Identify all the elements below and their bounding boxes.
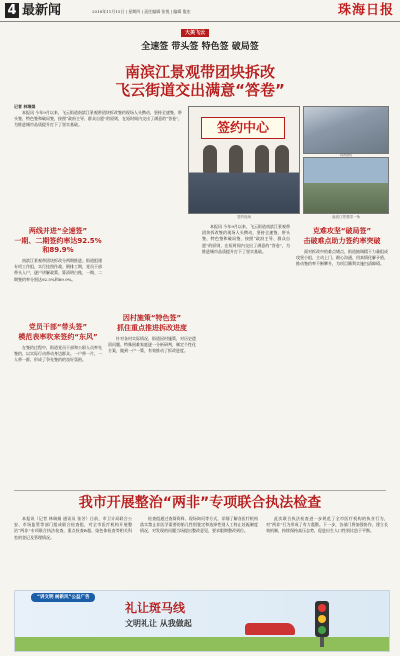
ad-title: 礼让斑马线	[125, 601, 186, 615]
subheading: 抓住重点推进拆改进度	[117, 324, 187, 332]
headline-line-1: 南滨江景观带团块拆改	[124, 63, 275, 81]
ad-subtitle: 文明礼让 从我做起	[125, 619, 192, 628]
signing-center-photo	[188, 106, 300, 214]
byline: 记者 林瑞娟	[14, 104, 36, 109]
subheading: 克难攻坚“破局签”	[312, 227, 372, 235]
person-figure	[229, 145, 243, 173]
article-column	[202, 224, 290, 486]
subheading: 模范表率吹来签约“东风”	[18, 332, 98, 341]
photo-caption: 南滨江景观带一角	[332, 215, 360, 219]
column-text: 南滨江景观带团块拆改分两期推进。街道组建专项工作组，实行挂图作战、倒排工期，党员干部带头入户，逐户讲解政策、算清明白账，一期、二期签约率分别达92.5%和89.9%。	[14, 258, 102, 282]
photo-caption: 签约现场	[237, 215, 251, 219]
article-column	[14, 516, 132, 586]
newspaper-logo: 珠海日报	[337, 3, 394, 18]
traffic-light-icon	[315, 601, 329, 637]
column-text: 本报讯（记者 林瑞娟 通讯员 张芳）日前，市卫计局联合公安、市场监管等部门组成联合检查组，对全市医疗机构开展整治“两非”专项联合执法检查，重点检查B超、染色体检查等相关科室的登记及管理情况。	[14, 516, 132, 540]
photo-caption: 拆改现场	[339, 153, 352, 157]
divider	[14, 490, 386, 491]
grass-strip	[15, 637, 389, 651]
column-text: 在签约过程中，街道党员干部和公职人员率先签约，以实际行动带动身边群众。一户带一片，一人带一群，形成了争先签约的良好氛围。	[14, 344, 102, 363]
signing-center-sign: 签约中心	[201, 117, 285, 139]
article-column	[140, 516, 258, 586]
column-text: 本报讯 今年9月以来，飞云街道南滨江景观带团块拆改签约现场人头攒动，坚持全速签、带头签、特色签和破局签，按照“政府主导、群众自愿”的原则，在短时间内交出了满意的“答卷”，为推进城市品质提升打下了坚实基础。	[202, 224, 290, 254]
issue-meta: 2018年11月15日 | 星期四 | 责任编辑 张悦 | 编辑 俊宏	[92, 9, 191, 14]
column-text: 面对拆改中的难点堵点，街道抽调精干力量组成攻坚小组，主动上门、耐心沟通，用真情化解矛盾，推动签约率不断攀升，为项目顺利实施扫清障碍。	[296, 249, 388, 267]
article-column	[108, 224, 196, 486]
person-figure	[275, 145, 289, 173]
subheading: 一期、二期签约率达92.5%和89.9%	[14, 237, 102, 254]
page-header	[0, 0, 400, 22]
headline-line-2: 飞云街道交出满意“答卷”	[115, 81, 285, 99]
section-title: 最新闻	[22, 3, 62, 18]
column-text: 检查组通过查阅资料、现场询问等方式，详细了解各医疗机构落实禁止非医学需要的胎儿性别鉴定和选择性别人工终止妊娠制度情况，对发现的问题当场提出整改意见，要求限期整改到位。	[140, 516, 258, 534]
article-column	[266, 516, 388, 586]
second-headline: 我市开展整治“两非”专项联合执法检查	[78, 495, 322, 511]
lead-paragraph: 本报讯 今年9月以来，飞云街道南滨江景观带团块拆改签约现场人头攒动，坚持全速签、带头签、特色签和破局签，按照“政府主导、群众自愿”的原则，在短时间内交出了满意的“答卷”，为推进城市品质提升打下了坚实基础。	[14, 110, 183, 128]
article-column	[14, 224, 102, 486]
subheading: 两线并进“全速签”	[28, 227, 88, 235]
person-figure	[255, 145, 269, 173]
article-column	[296, 224, 388, 486]
public-service-ad	[14, 590, 390, 652]
ad-tag: “讲文明 树新风”公益广告	[31, 593, 95, 602]
section-tag: 大美飞云	[181, 29, 209, 37]
riverside-photo	[303, 157, 389, 214]
car-illustration	[245, 623, 295, 635]
column-text: 此次联合执法检查进一步规范了全市医疗机构的执业行为，对“两非”行为形成了有力震慑。下一步，各部门将加强协作，建立长效机制，持续保持高压态势，促进出生人口性别比趋于平衡。	[266, 516, 388, 534]
traffic-light-post	[320, 637, 324, 647]
subheading: 党员干部“带头签”	[28, 322, 88, 331]
subheading: 击破难点助力签约率突破	[303, 237, 381, 245]
story-kicker: 全速签 带头签 特色签 破局签	[141, 42, 259, 52]
subheading: 因村施策“特色签”	[122, 314, 182, 322]
column-text: 针对各村实际情况，街道因村施策，对历史遗留问题、特殊困难家庭逐一分析研判，制定个性化方案，做到一户一策，有效推动了拆改进度。	[108, 336, 196, 354]
page-number: 4	[5, 3, 19, 18]
person-figure	[203, 145, 217, 173]
demolition-photo	[303, 106, 389, 154]
